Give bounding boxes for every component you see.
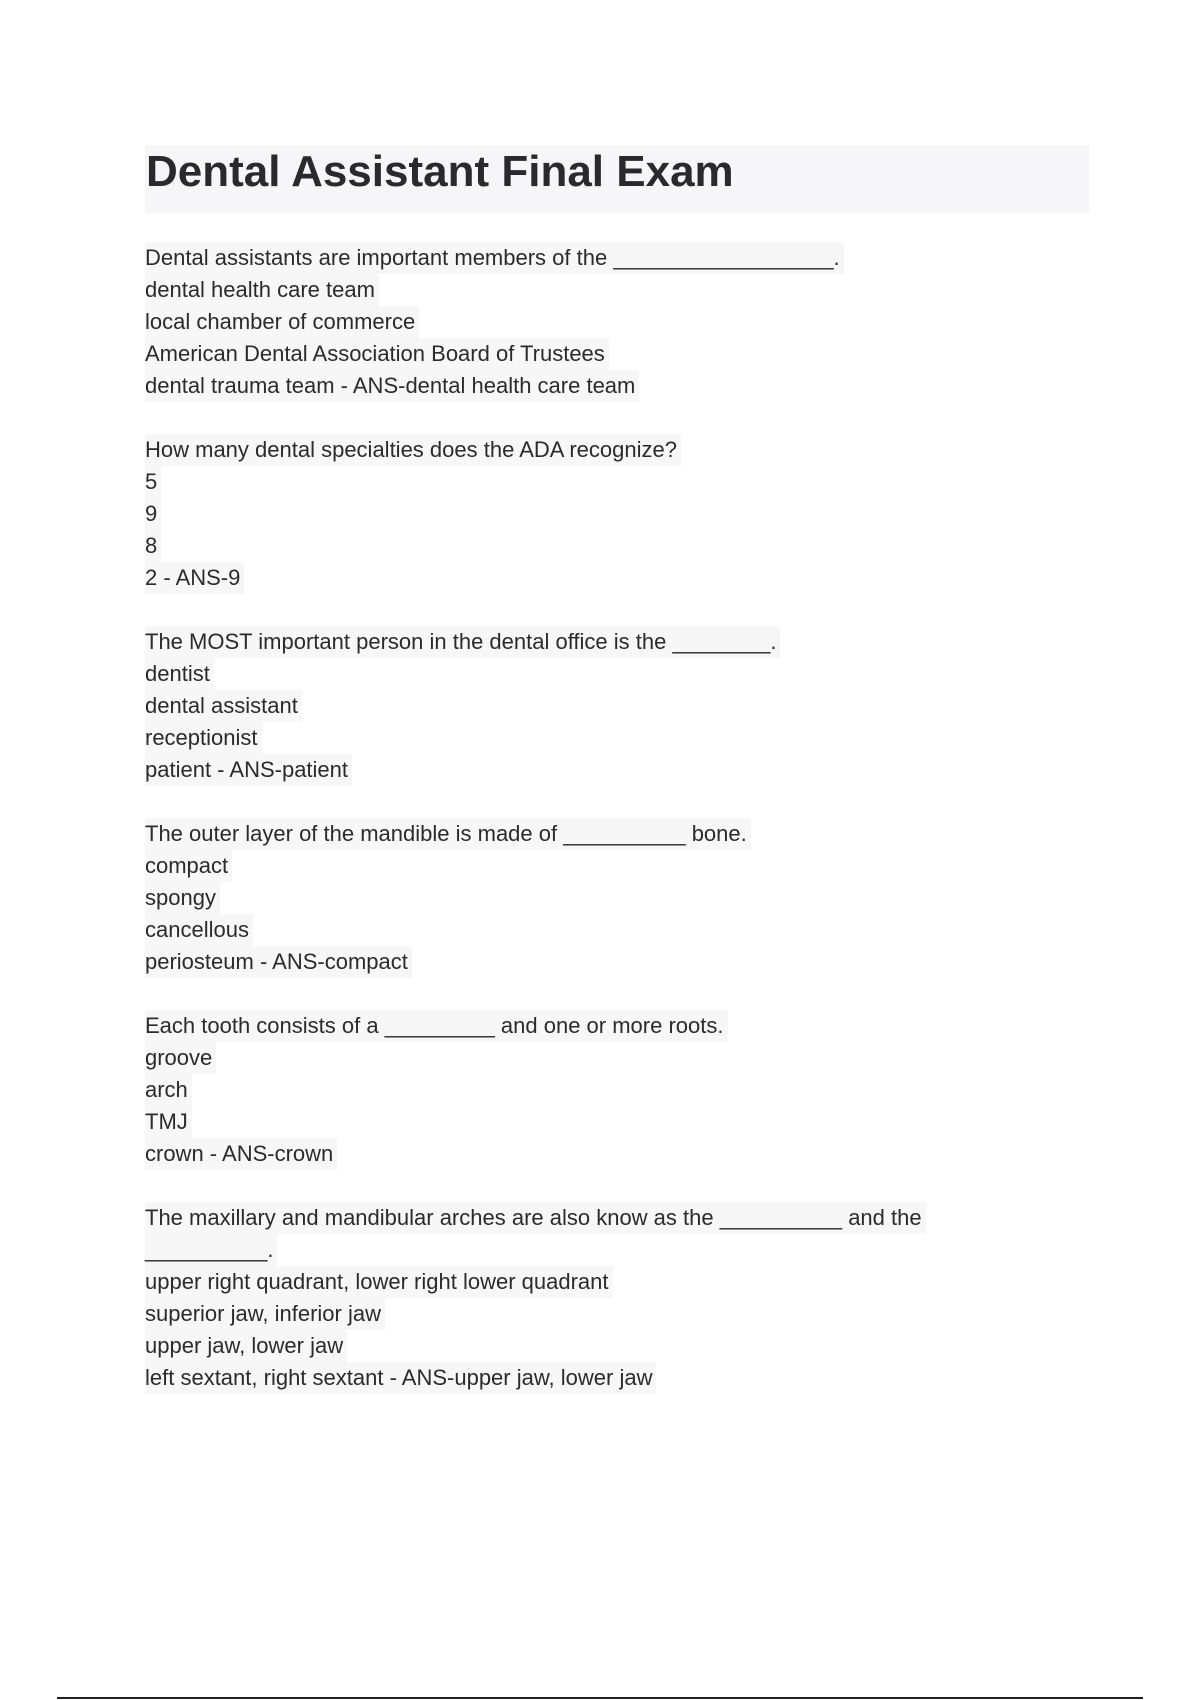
question-4 [145,818,1045,978]
question-list [145,242,1045,1426]
question-prompt: The outer layer of the mandible is made of __________ bone. [145,818,751,850]
answer-option: dental trauma team - ANS-dental health care team [145,370,639,402]
answer-option: 8 [145,530,161,562]
question-5 [145,1010,1045,1170]
answer-option: dentist [145,658,214,690]
answer-option: dental assistant [145,690,302,722]
question-3 [145,626,1045,786]
answer-option: arch [145,1074,192,1106]
page-title: Dental Assistant Final Exam [146,147,734,196]
answer-option: receptionist [145,722,262,754]
answer-option: patient - ANS-patient [145,754,352,786]
answer-option: cancellous [145,914,253,946]
question-6 [145,1202,1045,1394]
question-prompt: The maxillary and mandibular arches are also know as the __________ and the [145,1202,926,1234]
answer-option: groove [145,1042,216,1074]
footer-divider [57,1697,1143,1699]
answer-option: 5 [145,466,161,498]
answer-option: compact [145,850,232,882]
question-prompt: The MOST important person in the dental office is the ________. [145,626,780,658]
answer-option: TMJ [145,1106,192,1138]
answer-option: spongy [145,882,220,914]
answer-option: American Dental Association Board of Trustees [145,338,609,370]
question-1 [145,242,1045,402]
answer-option: 9 [145,498,161,530]
question-2 [145,434,1045,594]
question-prompt: How many dental specialties does the ADA recognize? [145,434,681,466]
question-prompt: Dental assistants are important members of the __________________. [145,242,844,274]
question-prompt-continued: __________. [145,1234,277,1266]
answer-option: upper right quadrant, lower right lower quadrant [145,1266,613,1298]
question-prompt: Each tooth consists of a _________ and one or more roots. [145,1010,728,1042]
answer-option: upper jaw, lower jaw [145,1330,347,1362]
answer-option: left sextant, right sextant - ANS-upper jaw, lower jaw [145,1362,656,1394]
answer-option: local chamber of commerce [145,306,419,338]
answer-option: 2 - ANS-9 [145,562,244,594]
answer-option: crown - ANS-crown [145,1138,337,1170]
answer-option: periosteum - ANS-compact [145,946,412,978]
answer-option: dental health care team [145,274,379,306]
answer-option: superior jaw, inferior jaw [145,1298,385,1330]
